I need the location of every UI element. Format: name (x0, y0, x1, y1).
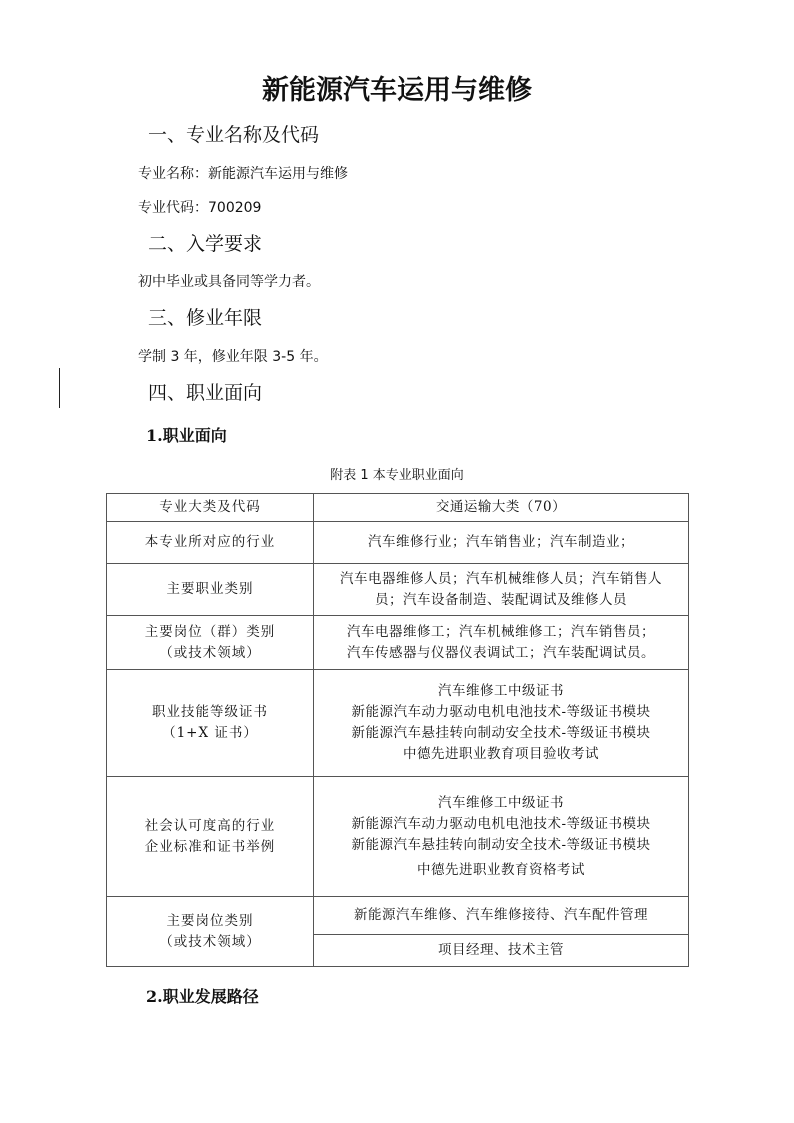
row-label: 本专业所对应的行业 (107, 522, 314, 564)
text-cursor (59, 368, 60, 408)
row-value (314, 564, 689, 616)
section-heading-name-code: 一、专业名称及代码 (148, 124, 320, 146)
section-heading-admission: 二、入学要求 (148, 233, 263, 255)
row-value (314, 670, 689, 777)
row-value: 交通运输大类（70） (314, 494, 689, 522)
table-row (107, 616, 689, 670)
value-line: 新能源汽车悬挂转向制动安全技术-等级证书模块 (351, 725, 651, 741)
table-row (107, 777, 689, 897)
label-line: 主要岗位（群）类别 (144, 623, 276, 640)
value-line: 汽车电器维修人员；汽车机械维修人员；汽车销售人 (340, 570, 662, 587)
row-label (107, 670, 314, 777)
section-heading-duration: 三、修业年限 (148, 307, 263, 329)
value-line: 新能源汽车动力驱动电机电池技术-等级证书模块 (351, 815, 651, 832)
table-row (107, 494, 689, 522)
subheading-career-path: 2.职业发展路径 (146, 987, 259, 1006)
value-line: 汽车传感器与仪器仪表调试工；汽车装配调试员。 (347, 644, 655, 661)
label-line: （或技术领域） (159, 644, 261, 661)
row-label: 主要职业类别 (107, 564, 314, 616)
document-title: 新能源汽车运用与维修 (262, 75, 532, 106)
major-code-line: 专业代码：700209 (138, 200, 262, 216)
label-line: 主要岗位类别 (166, 912, 254, 929)
row-value (314, 777, 689, 897)
value-line: 汽车维修工中级证书 (438, 794, 564, 811)
row-value: 项目经理、技术主管 (314, 935, 689, 967)
value-line: 员；汽车设备制造、装配调试及维修人员 (375, 591, 627, 608)
label-line: 职业技能等级证书 (152, 704, 268, 720)
table-row (107, 564, 689, 616)
value-line: 汽车电器维修工；汽车机械维修工；汽车销售员； (347, 623, 655, 640)
value-line: 新能源汽车动力驱动电机电池技术-等级证书模块 (351, 704, 651, 720)
row-value: 汽车维修行业；汽车销售业；汽车制造业； (314, 522, 689, 564)
label-line: （或技术领域） (159, 933, 261, 950)
admission-text: 初中毕业或具备同等学力者。 (138, 274, 320, 290)
section-heading-career: 四、职业面向 (148, 382, 263, 404)
table-row (107, 897, 689, 935)
row-label (107, 777, 314, 897)
label-line: （1+X 证书） (162, 725, 258, 741)
value-line: 中德先进职业教育资格考试 (417, 861, 585, 878)
row-label: 专业大类及代码 (107, 494, 314, 522)
label-line: 社会认可度高的行业 (144, 817, 276, 834)
table-caption: 附表 1 本专业职业面向 (330, 468, 464, 483)
subheading-career-orientation: 1.职业面向 (146, 426, 227, 445)
row-label (107, 897, 314, 967)
row-label (107, 616, 314, 670)
label-line: 企业标准和证书举例 (144, 838, 276, 855)
table-row (107, 522, 689, 564)
row-value: 新能源汽车维修、汽车维修接待、汽车配件管理 (314, 897, 689, 935)
row-value (314, 616, 689, 670)
table-row (107, 670, 689, 777)
value-line: 汽车维修工中级证书 (438, 683, 564, 699)
career-orientation-table (106, 493, 689, 967)
duration-text: 学制 3 年，修业年限 3-5 年。 (138, 349, 328, 365)
value-line: 新能源汽车悬挂转向制动安全技术-等级证书模块 (351, 836, 651, 853)
major-name-line: 专业名称：新能源汽车运用与维修 (138, 166, 348, 182)
value-line: 中德先进职业教育项目验收考试 (403, 746, 599, 762)
